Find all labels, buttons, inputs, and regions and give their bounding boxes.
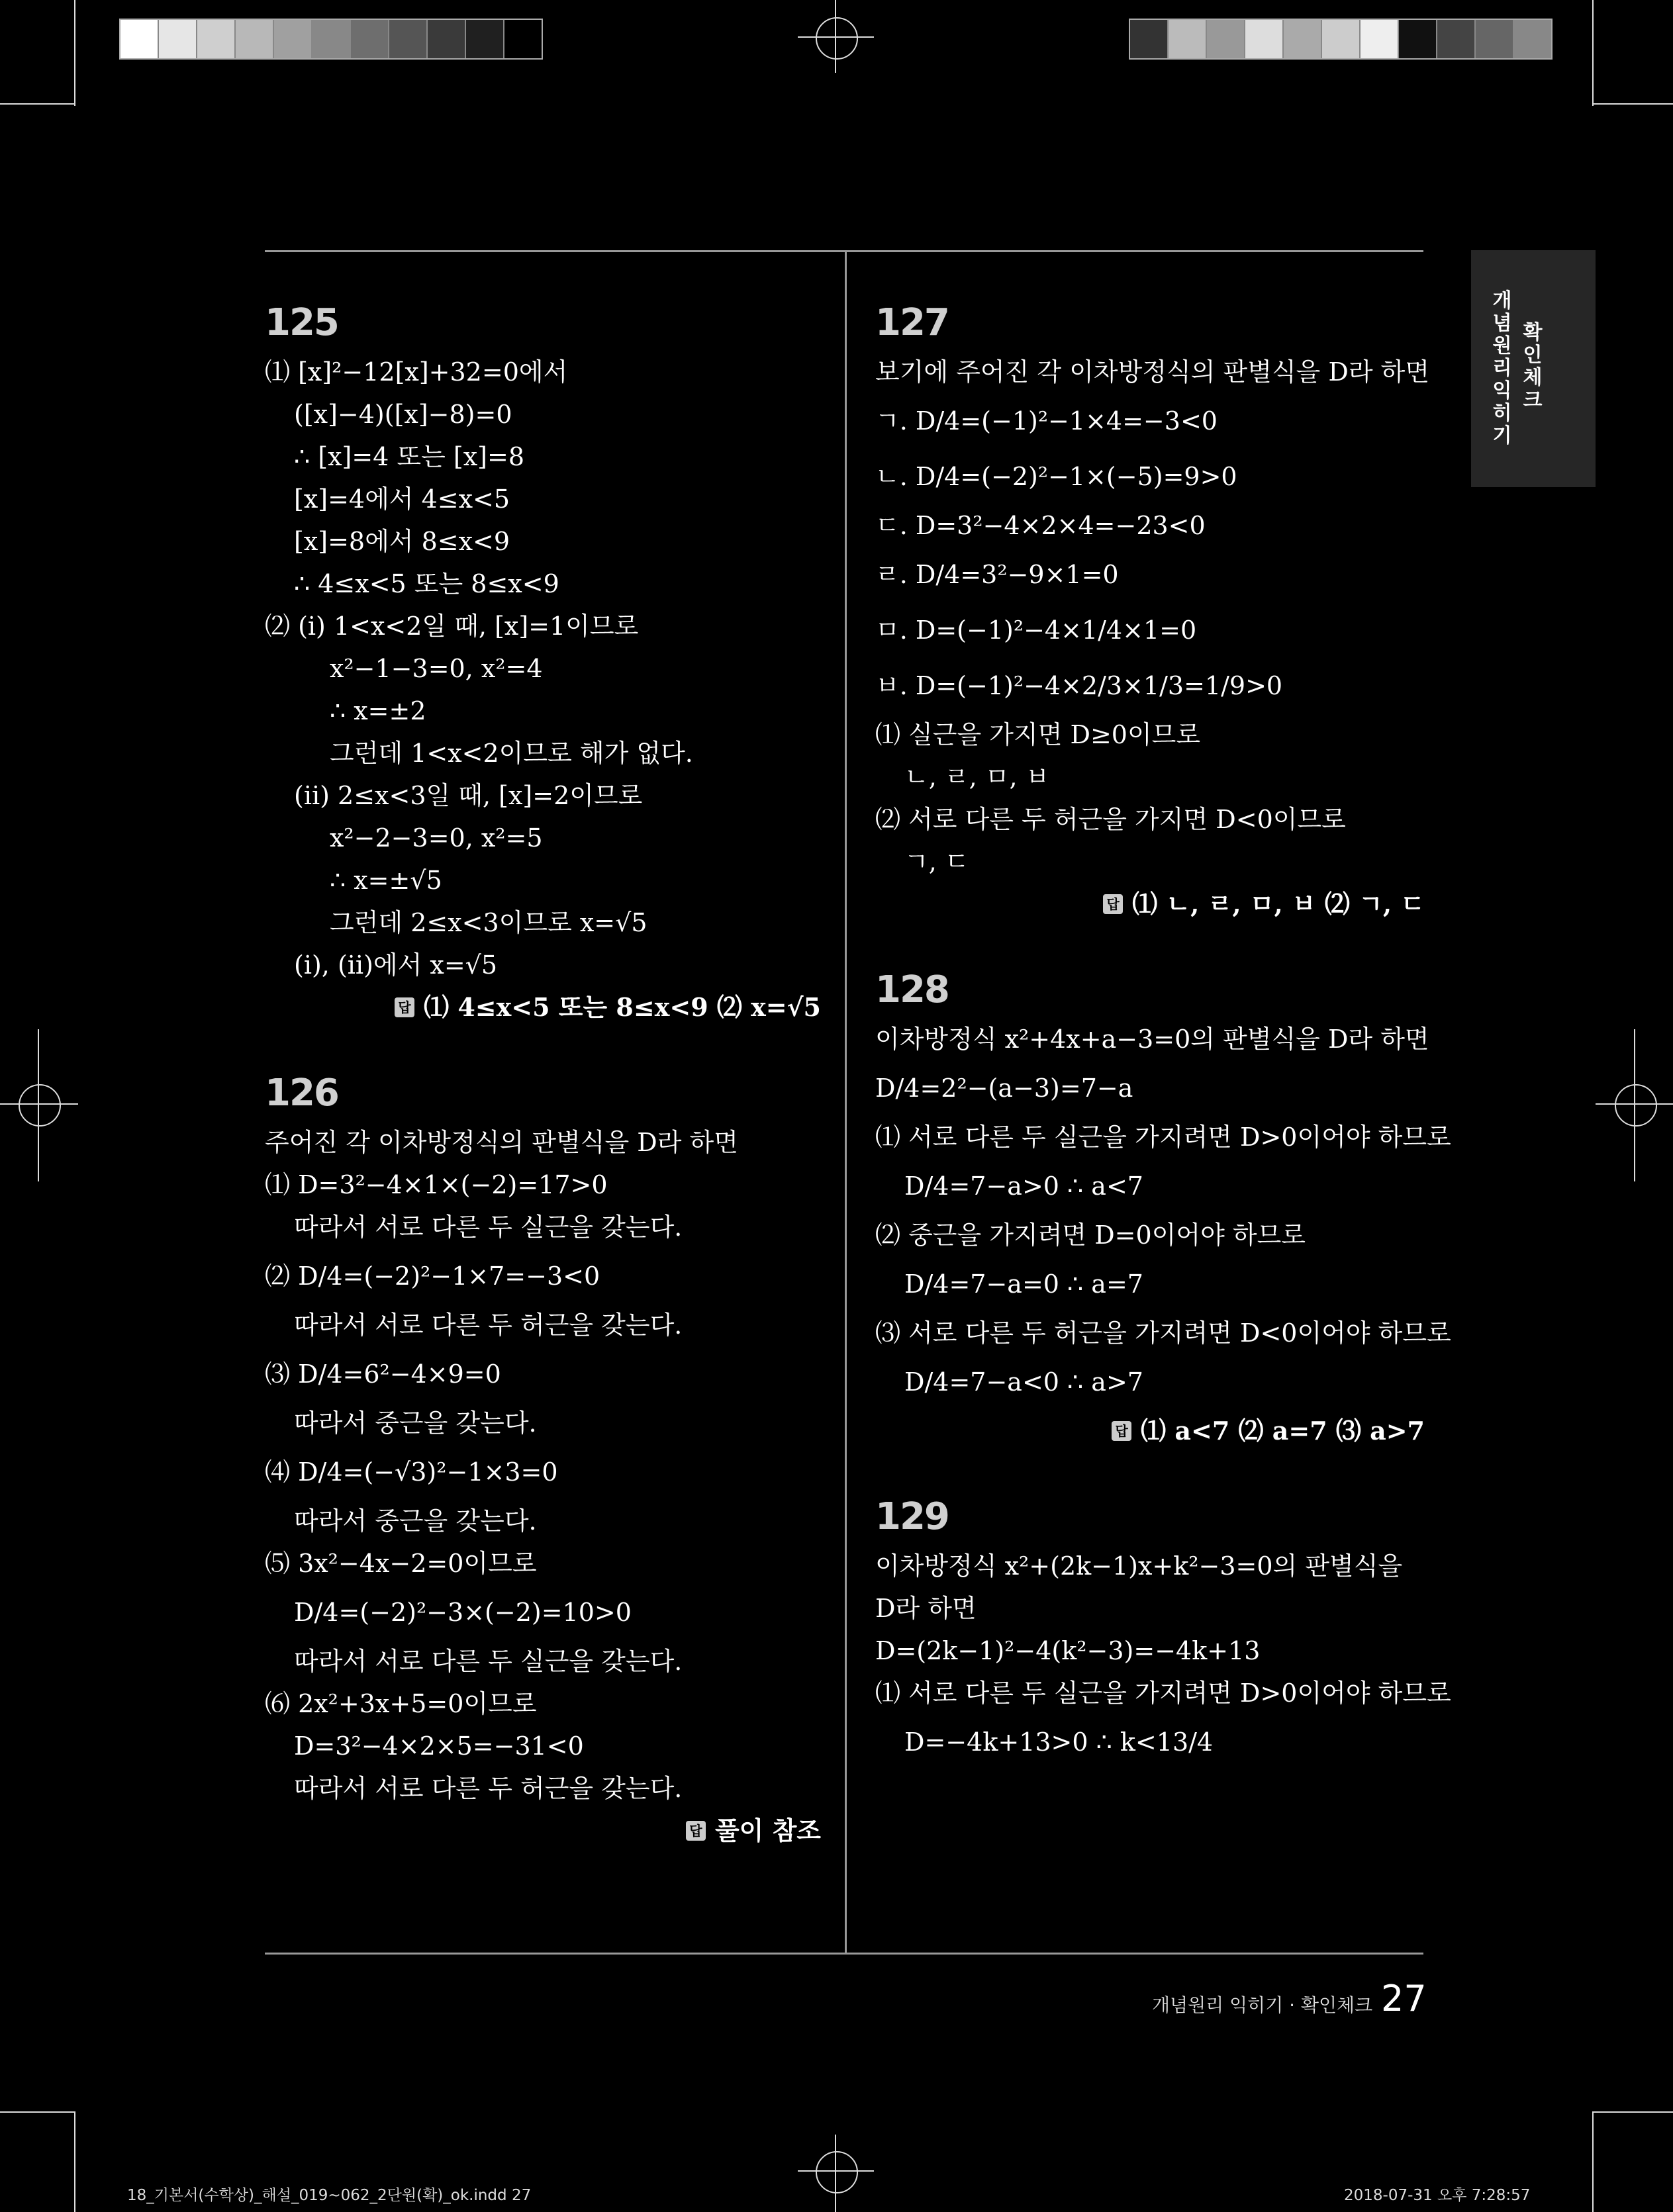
solution-line: 이차방정식 x²+(2k−1)x+k²−3=0의 판별식을 [875, 1551, 1403, 1581]
solution-line: D/4=2²−(a−3)=7−a [875, 1074, 1133, 1103]
solution-line: ⑴ 실근을 가지면 D≥0이므로 [875, 720, 1201, 749]
solution-line: ㅂ. D=(−1)²−4×2/3×1/3=1/9>0 [875, 671, 1283, 700]
solution-line: D/4=7−a<0 ∴ a>7 [904, 1367, 1143, 1397]
solution-line: 그런데 1<x<2이므로 해가 없다. [330, 739, 693, 768]
file-slug: 18_기본서(수학상)_해설_019~062_2단원(확)_ok.indd 27 [127, 2187, 532, 2204]
solution-line: 따라서 서로 다른 두 실근을 갖는다. [294, 1213, 683, 1242]
registration-mark [19, 1084, 61, 1127]
solution-line: ㄱ, ㄷ [904, 847, 969, 876]
solution-line: D라 하면 [875, 1594, 977, 1623]
print-timestamp: 2018-07-31 오후 7:28:57 [1344, 2187, 1531, 2204]
solution-line: 주어진 각 이차방정식의 판별식을 D라 하면 [265, 1128, 738, 1157]
solution-line: ⑵ D/4=(−2)²−1×7=−3<0 [265, 1262, 600, 1291]
solution-line: ∴ x=±√5 [330, 866, 442, 895]
solution-line: D/4=(−2)²−3×(−2)=10>0 [294, 1598, 632, 1627]
solution-line: ⑴ 서로 다른 두 실근을 가지려면 D>0이어야 하므로 [875, 1123, 1451, 1152]
solution-line: ⑵ 중근을 가지려면 D=0이어야 하므로 [875, 1221, 1306, 1250]
solution-line: 따라서 서로 다른 두 실근을 갖는다. [294, 1647, 683, 1676]
registration-mark [1615, 1084, 1657, 1127]
solution-line: 따라서 서로 다른 두 허근을 갖는다. [294, 1311, 683, 1340]
answer-text: 풀이 참조 [714, 1816, 821, 1845]
solution-line: ⑹ 2x²+3x+5=0이므로 [265, 1689, 537, 1718]
answer-badge: 답 [1112, 1421, 1131, 1441]
solution-line: ㄹ. D/4=3²−9×1=0 [875, 560, 1119, 589]
solution-line: ㄴ, ㄹ, ㅁ, ㅂ [904, 762, 1050, 792]
chapter-side-tab [1471, 250, 1596, 487]
problem-126 [265, 1072, 821, 1852]
crop-mark [74, 2111, 75, 2212]
answer-badge: 답 [686, 1821, 706, 1841]
registration-mark [835, 2135, 836, 2212]
top-rule [265, 250, 1423, 252]
crop-mark [1594, 2111, 1673, 2113]
registration-mark [1634, 1029, 1635, 1181]
crop-mark [1592, 0, 1594, 106]
problem-125 [265, 301, 821, 1029]
answer-line [265, 986, 821, 1029]
solution-line: [x]=8에서 8≤x<9 [294, 527, 510, 556]
problem-number: 126 [265, 1072, 338, 1115]
problem-127 [875, 301, 1430, 925]
solution-line: ㅁ. D=(−1)²−4×1/4×1=0 [875, 616, 1197, 645]
solution-line: 따라서 중근을 갖는다. [294, 1506, 537, 1536]
answer-badge: 답 [1103, 894, 1123, 914]
registration-mark [0, 1103, 78, 1105]
answer-text: ⑴ ㄴ, ㄹ, ㅁ, ㅂ ⑵ ㄱ, ㄷ [1132, 889, 1425, 919]
crop-mark [1592, 2111, 1594, 2212]
crop-mark [1594, 103, 1673, 105]
registration-mark [38, 1029, 39, 1181]
solution-line: ∴ [x]=4 또는 [x]=8 [294, 442, 525, 471]
solution-line: ㄴ. D/4=(−2)²−1×(−5)=9>0 [875, 462, 1237, 491]
solution-line: ∴ 4≤x<5 또는 8≤x<9 [294, 569, 559, 598]
answer-line [265, 1810, 821, 1852]
registration-mark [816, 17, 858, 60]
registration-mark [798, 36, 874, 38]
problem-number: 125 [265, 301, 338, 344]
answer-line [875, 1410, 1425, 1452]
solution-line: D=3²−4×2×5=−31<0 [294, 1731, 584, 1761]
solution-line: ([x]−4)([x]−8)=0 [294, 400, 512, 429]
solution-line: 이차방정식 x²+4x+a−3=0의 판별식을 D라 하면 [875, 1025, 1429, 1054]
solution-line: [x]=4에서 4≤x<5 [294, 484, 510, 514]
left-column [265, 301, 821, 1852]
solution-line: (ⅰ), (ⅱ)에서 x=√5 [294, 950, 498, 980]
solution-line: ⑷ D/4=(−√3)²−1×3=0 [265, 1457, 558, 1487]
solution-line: (ⅱ) 2≤x<3일 때, [x]=2이므로 [294, 781, 643, 810]
solution-line: ⑴ D=3²−4×1×(−2)=17>0 [265, 1170, 608, 1199]
solution-line: ⑵ 서로 다른 두 허근을 가지면 D<0이므로 [875, 805, 1346, 834]
column-divider [845, 250, 847, 1953]
problem-number: 129 [875, 1495, 949, 1538]
solution-line: D=(2k−1)²−4(k²−3)=−4k+13 [875, 1636, 1261, 1665]
problem-128 [875, 968, 1451, 1452]
solution-line: ⑴ 서로 다른 두 실근을 가지려면 D>0이어야 하므로 [875, 1679, 1451, 1708]
answer-line [875, 883, 1425, 925]
answer-badge: 답 [395, 997, 414, 1017]
solution-line: ㄱ. D/4=(−1)²−1×4=−3<0 [875, 406, 1218, 436]
right-column [875, 301, 1451, 1770]
answer-text: ⑴ 4≤x<5 또는 8≤x<9 ⑵ x=√5 [424, 992, 821, 1022]
solution-line: 그런데 2≤x<3이므로 x=√5 [330, 908, 647, 937]
crop-mark [0, 2111, 74, 2113]
registration-mark [1596, 1103, 1673, 1105]
solution-line: ⑶ 서로 다른 두 허근을 가지려면 D<0이어야 하므로 [875, 1318, 1451, 1348]
solution-line: x²−2−3=0, x²=5 [330, 823, 543, 853]
problem-number: 127 [875, 301, 949, 344]
running-footer-section: 개념원리 익히기 · 확인체크 [1152, 1994, 1373, 2016]
registration-mark [798, 2170, 874, 2172]
solution-line: 따라서 중근을 갖는다. [294, 1408, 537, 1438]
crop-mark [0, 103, 74, 105]
color-bar-right [1129, 19, 1553, 60]
problem-129 [875, 1495, 1451, 1770]
solution-line: ⑵ (ⅰ) 1<x<2일 때, [x]=1이므로 [265, 612, 639, 641]
side-tab-line1: 확인체크 [1523, 321, 1543, 412]
side-tab-line2: 개념원리 익히기 [1492, 289, 1512, 447]
solution-line: ⑸ 3x²−4x−2=0이므로 [265, 1549, 537, 1578]
solution-line: ⑶ D/4=6²−4×9=0 [265, 1359, 501, 1389]
solution-line: 따라서 서로 다른 두 허근을 갖는다. [294, 1774, 683, 1803]
solution-line: x²−1−3=0, x²=4 [330, 654, 543, 683]
bottom-rule [265, 1953, 1423, 1955]
solution-line: D/4=7−a=0 ∴ a=7 [904, 1269, 1143, 1299]
solution-line: D=−4k+13>0 ∴ k<13/4 [904, 1728, 1214, 1757]
page-number: 27 [1381, 1978, 1427, 2019]
solution-line: ⑴ [x]²−12[x]+32=0에서 [265, 357, 568, 387]
solution-line: ㄷ. D=3²−4×2×4=−23<0 [875, 511, 1206, 540]
solution-line: 보기에 주어진 각 이차방정식의 판별식을 D라 하면 [875, 357, 1430, 387]
color-bar-left [119, 19, 543, 60]
crop-mark [74, 0, 75, 106]
solution-line: D/4=7−a>0 ∴ a<7 [904, 1172, 1143, 1201]
problem-number: 128 [875, 968, 949, 1011]
solution-line: ∴ x=±2 [330, 696, 426, 725]
answer-text: ⑴ a<7 ⑵ a=7 ⑶ a>7 [1141, 1416, 1425, 1446]
registration-mark [816, 2151, 858, 2193]
